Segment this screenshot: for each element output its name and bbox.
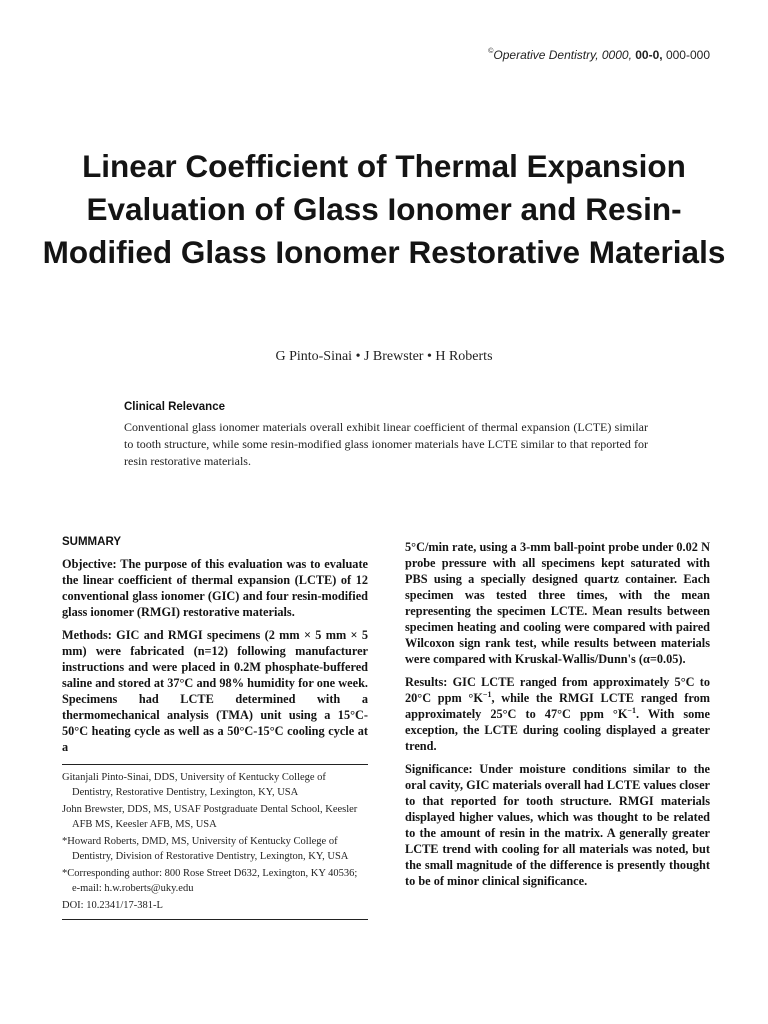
- left-column: [62, 536, 368, 920]
- summary-heading: SUMMARY: [62, 536, 121, 548]
- right-column: [405, 539, 710, 896]
- doi: DOI: 10.2341/17-381-L: [62, 900, 163, 911]
- summary-methods-continued: 5°C/min rate, using a 3-mm ball-point probe under 0.02 N probe pressure with all specimens kept saturated with PBS using a specially designed quartz container. Each specimen was tested three times, with the mean representing the specimen LCTE. Mean results between specimen heating and cooling were compared with paired Wilcoxon sign rank test, while results between materials were compared with Kruskal-Wallis/Dunn's (α=0.05).: [405, 540, 710, 666]
- results-exponent-1: −1: [482, 689, 492, 699]
- footnote-divider: [62, 764, 368, 765]
- author-list: G Pinto-Sinai • J Brewster • H Roberts: [275, 349, 493, 364]
- journal-name: Operative Dentistry, 0000,: [493, 48, 632, 62]
- affiliation-author-2: John Brewster, DDS, MS, USAF Postgraduate Dental School, Keesler AFB MS, Keesler AFB, MS, USA: [62, 804, 358, 830]
- journal-pages: 000-000: [665, 48, 710, 62]
- results-text-3: . With some exception, the LCTE during cooling displayed a greater trend.: [405, 707, 710, 753]
- clinical-relevance-text: Conventional glass ionomer materials overall exhibit linear coefficient of thermal expansion (LCTE) similar to tooth structure, while some resin-modified glass ionomer materials have LCTE similar to that reported for resin restorative materials.: [124, 420, 648, 468]
- summary-results: [405, 674, 710, 754]
- journal-volume: 00-0,: [635, 48, 663, 62]
- affiliation-author-1: Gitanjali Pinto-Sinai, DDS, University of Kentucky College of Dentistry, Restorative Dentistry, Lexington, KY, USA: [62, 772, 326, 798]
- article-title: Linear Coefficient of Thermal Expansion Evaluation of Glass Ionomer and Resin-Modified Glass Ionomer Restorative Materials: [42, 148, 726, 270]
- clinical-relevance-heading: Clinical Relevance: [124, 401, 225, 413]
- summary-objective: Objective: The purpose of this evaluation was to evaluate the linear coefficient of thermal expansion (LCTE) of 12 conventional glass ionomer (GIC) and four resin-modified glass ionomer (RMGI) restorative materials.: [62, 557, 368, 619]
- affiliation-author-3: *Howard Roberts, DMD, MS, University of Kentucky College of Dentistry, Division of Restorative Dentistry, Lexington, KY, USA: [62, 836, 349, 862]
- summary-significance: Significance: Under moisture conditions similar to the oral cavity, GIC materials overall had LCTE values closer to that reported for tooth structure. RMGI materials displayed higher values, which was thought to be related to the amount of resin in the matrix. A generally greater LCTE trend with cooling for all materials was noted, but the small magnitude of the difference is presently thought to be of minor clinical significance.: [405, 762, 711, 888]
- copyright-mark: ©: [488, 48, 494, 55]
- journal-reference: [488, 48, 710, 62]
- results-text-2: , while the RMGI LCTE ranged from approximately 25°C to 47°C ppm °K: [405, 691, 711, 721]
- doi-divider: [62, 919, 368, 920]
- summary-methods: Methods: GIC and RMGI specimens (2 mm × 5 mm × 5 mm) were fabricated (n=12) following manufacturer instructions and were placed in 0.2M phosphate-buffered saline and stored at 37°C and 98% humidity for one week. Specimens had LCTE determined with a thermomechanical analysis (TMA) unit using a 15°C-50°C heating cycle as well as a 50°C-15°C cooling cycle at a: [62, 628, 368, 754]
- results-exponent-2: −1: [627, 705, 636, 715]
- results-text-1: Results: GIC LCTE ranged from approximately 5°C to 20°C ppm °K: [405, 675, 710, 705]
- corresponding-author: *Corresponding author: 800 Rose Street D632, Lexington, KY 40536; e-mail: h.w.roberts@uky.edu: [62, 868, 358, 894]
